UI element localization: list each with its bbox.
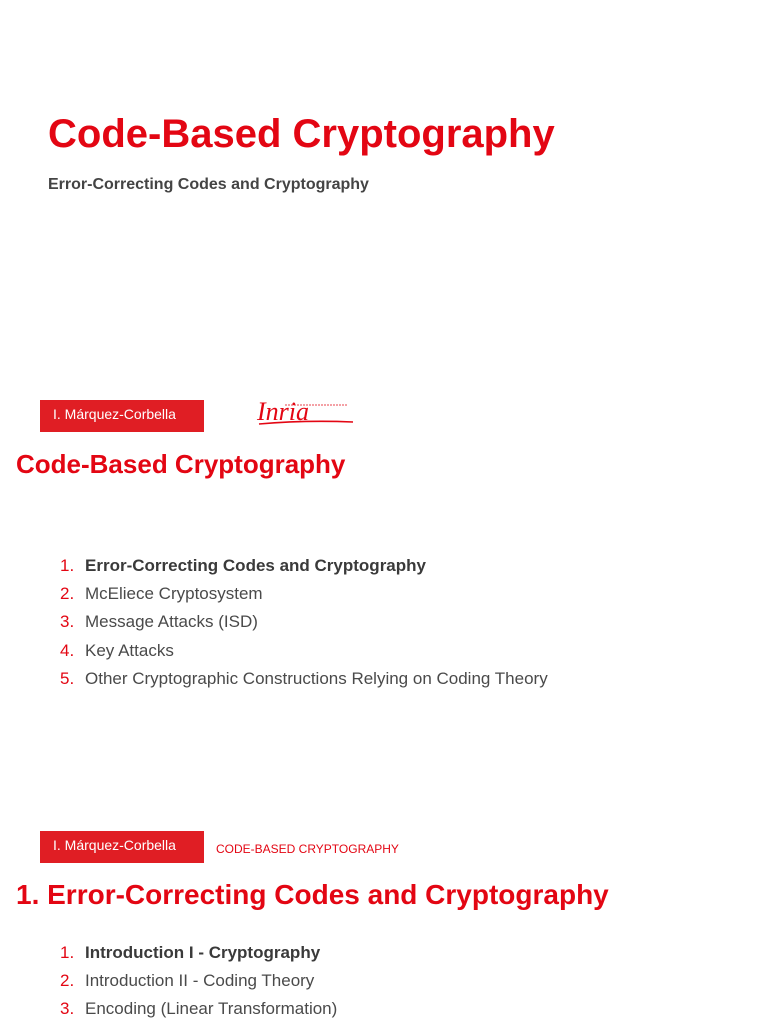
- outline-item-label: Encoding (Linear Transformation): [85, 999, 338, 1019]
- outline-list: [60, 943, 337, 1024]
- inria-logo-text: Inria: [257, 398, 309, 426]
- outline-item: [60, 641, 548, 669]
- outline-item-number: 1.: [60, 556, 75, 575]
- outline-item-label: McEliece Cryptosystem: [85, 584, 263, 604]
- outline-item: [60, 612, 548, 640]
- outline-item-number: 4.: [60, 640, 75, 660]
- outline-item: [60, 556, 548, 584]
- outline-item-label: Introduction II - Coding Theory: [85, 971, 315, 991]
- outline-item-label: Key Attacks: [85, 640, 174, 660]
- outline-item: [60, 971, 337, 999]
- outline-item-number: 3.: [60, 999, 75, 1019]
- outline-item-number: 5.: [60, 668, 75, 688]
- author-tab: I. Márquez-Corbella: [40, 400, 204, 432]
- outline-item: [60, 999, 337, 1024]
- outline-item-number: 2.: [60, 971, 75, 991]
- outline-item-label: Other Cryptographic Constructions Relying on Coding Theory: [85, 668, 548, 688]
- outline-item-label: Error-Correcting Codes and Cryptography: [85, 556, 426, 575]
- slide3-title: 1. Error-Correcting Codes and Cryptography: [16, 879, 609, 910]
- outline-item-label: Message Attacks (ISD): [85, 612, 258, 632]
- author-tab: I. Márquez-Corbella: [40, 831, 204, 863]
- header-section-label: CODE-BASED CRYPTOGRAPHY: [216, 842, 399, 856]
- slide1-title: Code-Based Cryptography: [48, 112, 555, 156]
- outline-item-number: 3.: [60, 612, 75, 632]
- outline-item-label: Introduction I - Cryptography: [85, 943, 321, 962]
- outline-item-number: 2.: [60, 584, 75, 604]
- inria-logo: [255, 398, 355, 428]
- outline-item: [60, 669, 548, 697]
- outline-list: [60, 556, 548, 697]
- slide2-title: Code-Based Cryptography: [16, 449, 346, 479]
- outline-item-number: 1.: [60, 943, 75, 962]
- slide1-subtitle: Error-Correcting Codes and Cryptography: [48, 176, 369, 193]
- outline-item: [60, 943, 337, 971]
- outline-item: [60, 584, 548, 612]
